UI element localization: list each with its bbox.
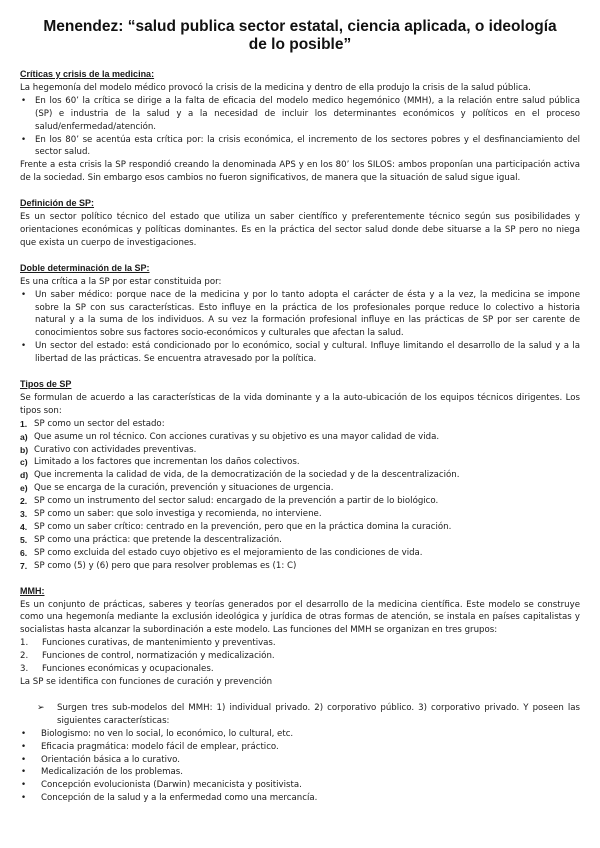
section-criticas xyxy=(20,68,580,185)
list-item: a) Que asume un rol técnico. Con acciones curativas y su objetivo es una mayor calidad de vida. xyxy=(20,431,440,442)
paragraph: Se formulan de acuerdo a las características de la vida dominante y a la auto-ubicación de los equipos técnicos dirigentes. Los tipos son: xyxy=(20,392,580,416)
bullet-icon: • xyxy=(21,728,27,739)
page-title: Menendez: “salud publica sector estatal, ciencia aplicada, o ideología de lo posible” xyxy=(43,18,557,53)
bullet-icon: • xyxy=(21,741,27,752)
list-item: 2. Funciones de control, normatización y medicalización. xyxy=(20,651,275,662)
bullet-icon: • xyxy=(21,95,27,106)
paragraph: Es un sector político técnico del estado que utiliza un saber científico y preferentemente técnico según sus posibilidades y orientaciones económicas y políticas dominantes. Es en la práctica del sector salud donde debe situarse a la SP pero no niega que exista un cuerpo de investigaciones. xyxy=(20,212,580,248)
paragraph: Es una crítica a la SP por estar constituida por: xyxy=(20,276,222,287)
list-item: e) Que se encarga de la curación, prevención y situaciones de urgencia. xyxy=(20,483,334,494)
section-definicion xyxy=(20,197,580,250)
list-item: 4. SP como un saber crítico: centrado en la prevención, pero que en la práctica domina la curación. xyxy=(20,522,452,532)
functions-list xyxy=(20,637,580,676)
bullet-icon: • xyxy=(21,134,27,145)
list-item: 3. SP como un saber: que solo investiga y recomienda, no interviene. xyxy=(20,509,322,520)
list-item: • Un saber médico: porque nace de la medicina y por lo tanto adopta el carácter de ésta y a la vez, la medicina se impone sobre la SP con sus características. Esto influye en la práctica de los profesionales porque reduce lo colectivo a historia natural y a la suma de los individuos. A su vez la formación profesional influye en las prácticas de SP por ser carente de conocimientos sobre sus factores socio-económicos y culturales que afectan la salud. xyxy=(21,289,580,339)
list-item: 2. SP como un instrumento del sector salud: encargado de la prevención a partir de lo biológico. xyxy=(20,496,439,507)
arrow-item: ➢ Surgen tres sub-modelos del MMH: 1) individual privado. 2) corporativo público. 3) corporativo privado. Y poseen las siguientes características: xyxy=(37,702,580,726)
types-list xyxy=(20,418,580,573)
paragraph: La hegemonía del modelo médico provocó la crisis de la medicina y dentro de ella produjo la crisis de la salud pública. xyxy=(20,82,531,93)
list-item: 1. Funciones curativas, de mantenimiento y preventivas. xyxy=(20,638,276,649)
list-item: 5. SP como una práctica: que pretende la descentralización. xyxy=(20,534,282,545)
bullet-icon: • xyxy=(21,341,27,352)
list-item: b) Curativo con actividades preventivas. xyxy=(20,444,197,455)
arrow-bullet-icon: ➢ xyxy=(37,702,45,713)
list-item: • Eficacia pragmática: modelo fácil de emplear, práctico. xyxy=(21,741,279,752)
list-item: • Medicalización de los problemas. xyxy=(21,767,183,778)
section-heading: Tipos de SP xyxy=(20,379,72,390)
bullet-icon: • xyxy=(21,289,27,300)
bullet-icon: • xyxy=(21,767,27,778)
list-item: • Orientación básica a lo curativo. xyxy=(21,754,180,765)
section-heading: Definición de SP: xyxy=(20,198,95,209)
list-item: • En los 80’ se acentúa esta crítica por: la crisis económica, el incremento de los sectores pobres y el desfinanciamiento del sector salud. xyxy=(21,134,580,158)
section-tipos xyxy=(20,378,580,573)
list-item: • Un sector del estado: está condicionado por lo económico, social y cultural. Influye limitando el desarrollo de la salud y a la libertad de las prácticas. Se encuentra atravesado por la política. xyxy=(21,341,580,365)
list-item: • En los 60’ la crítica se dirige a la falta de eficacia del modelo medico hegemónico (MMH), a la relación entre salud pública (SP) e industria de la salud y a la necesidad de incluir los determinantes económicos y políticos en el proceso salud/enfermedad/atención. xyxy=(21,95,580,132)
section-mmh xyxy=(20,585,580,806)
bullet-list xyxy=(20,95,580,160)
list-item: • Concepción de la salud y a la enfermedad como una mercancía. xyxy=(21,793,318,804)
paragraph: Frente a esta crisis la SP respondió creando la denominada APS y en los 80’ los SILOS: ambos proponían una participación activa de la sociedad. Sin embargo esos cambios no fueron significativos, de manera que la situación de salud sigue igual. xyxy=(20,160,580,184)
list-item: 3. Funciones económicas y ocupacionales. xyxy=(20,664,214,675)
bullet-icon: • xyxy=(21,754,27,765)
paragraph: Es un conjunto de prácticas, saberes y teorías generados por el desarrollo de la medicina científica. Este modelo se construye como una hegemonía mediante la exclusión ideológica y jurídica de otras formas de atención, se instala en países capitalistas y socialistas hasta alcanzar la subordinación a este modelo. Las funciones del MMH se organizan en tres grupos: xyxy=(20,599,580,636)
section-heading: Críticas y crisis de la medicina: xyxy=(20,69,155,79)
bullet-icon: • xyxy=(21,793,27,804)
list-item: • Concepción evolucionista (Darwin) mecanicista y positivista. xyxy=(21,780,302,791)
bullet-list xyxy=(20,289,580,366)
list-item: 6. SP como excluida del estado cuyo objetivo es el mejoramiento de las condiciones de vida. xyxy=(20,547,423,558)
section-heading: Doble determinación de la SP: xyxy=(20,262,150,273)
list-item: d) Que incrementa la calidad de vida, de la democratización de la sociedad y de la descentralización. xyxy=(20,470,460,481)
list-item: 7. SP como (5) y (6) pero que para resolver problemas es (1: C) xyxy=(20,560,297,571)
characteristics-list xyxy=(20,728,580,805)
paragraph: La SP se identifica con funciones de curación y prevención xyxy=(20,676,273,687)
list-item: c) Limitado a los factores que incrementan los daños colectivos. xyxy=(20,457,300,468)
section-doble-determinacion xyxy=(20,262,580,366)
section-heading: MMH: xyxy=(20,585,45,596)
bullet-icon: • xyxy=(21,780,27,791)
list-item: • Biologismo: no ven lo social, lo económico, lo cultural, etc. xyxy=(21,728,294,739)
list-item: 1. SP como un sector del estado: xyxy=(20,418,165,429)
